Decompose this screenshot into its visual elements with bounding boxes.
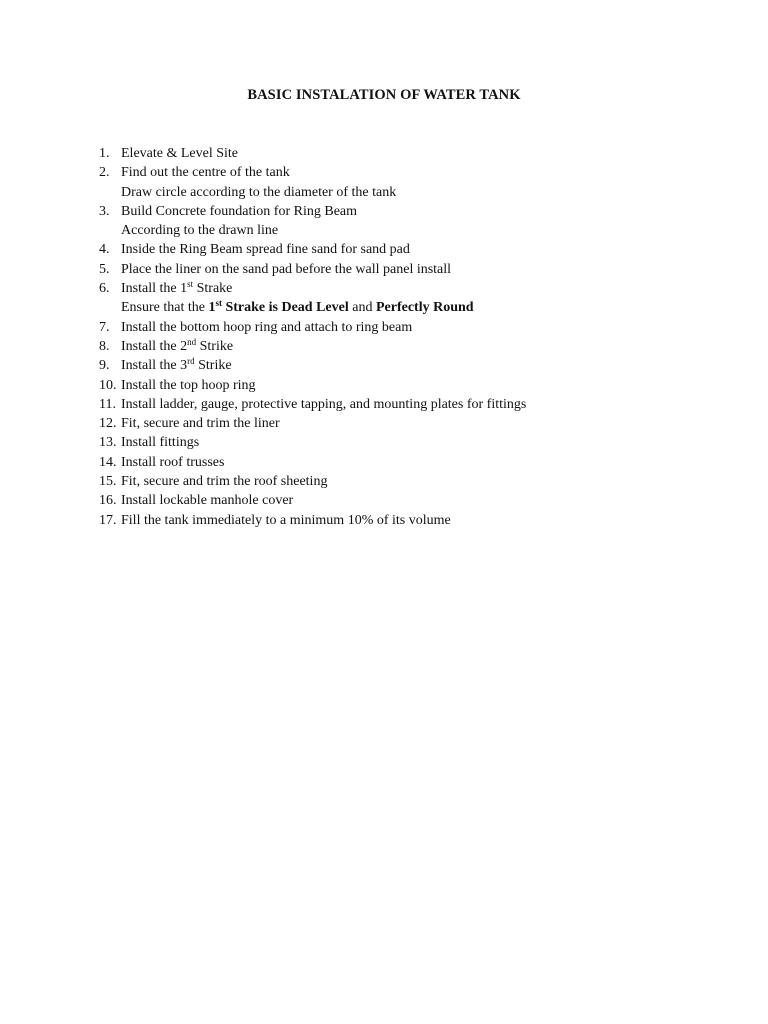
list-item xyxy=(99,163,719,182)
step-number: 10. xyxy=(99,377,117,393)
note-emphasis-1-num: 1 xyxy=(208,300,216,316)
step-note: According to the drawn line xyxy=(121,223,279,239)
step-number: 11. xyxy=(99,396,116,412)
step-text: Elevate & Level Site xyxy=(121,146,239,161)
list-item xyxy=(99,491,719,510)
step-text: Install lockable manhole cover xyxy=(121,493,294,509)
step-text-pre: Install the 1 xyxy=(121,281,188,297)
list-item xyxy=(99,414,719,433)
step-number: 7. xyxy=(99,319,110,335)
list-item-note xyxy=(99,298,719,317)
list-item xyxy=(99,395,719,414)
step-text: Fit, secure and trim the roof sheeting xyxy=(121,474,328,490)
list-item xyxy=(99,337,719,356)
ordinal-suffix: rd xyxy=(187,356,195,367)
step-number: 14. xyxy=(99,454,117,470)
step-text xyxy=(121,337,233,356)
step-number: 4. xyxy=(99,242,110,258)
step-number: 8. xyxy=(99,338,110,354)
step-number: 15. xyxy=(99,474,117,490)
step-number: 9. xyxy=(99,358,110,374)
step-text-post: Strake xyxy=(193,281,233,297)
list-item xyxy=(99,144,719,163)
note-emphasis-1-text: Strake is Dead Level xyxy=(221,300,349,316)
step-text: Install fittings xyxy=(121,435,200,451)
step-text: Install roof trusses xyxy=(121,454,225,470)
list-item xyxy=(99,279,719,298)
list-item xyxy=(99,433,719,452)
note-emphasis-2: Perfectly Round xyxy=(375,300,474,316)
list-item xyxy=(99,472,719,491)
list-item xyxy=(99,376,719,395)
step-text-post: Strike xyxy=(194,358,232,374)
step-note: Draw circle according to the diameter of the tank xyxy=(121,184,397,200)
step-text: Inside the Ring Beam spread fine sand for sand pad xyxy=(121,242,410,258)
list-item-note xyxy=(99,183,719,202)
step-text: Place the liner on the sand pad before the wall panel install xyxy=(121,261,452,277)
step-text: Build Concrete foundation for Ring Beam xyxy=(121,203,358,219)
step-text: Fit, secure and trim the liner xyxy=(121,416,280,432)
note-mid: and xyxy=(348,300,376,316)
list-item xyxy=(99,511,719,530)
note-emphasis-1 xyxy=(208,300,348,315)
step-number: 2. xyxy=(99,165,110,181)
step-text: Install ladder, gauge, protective tapping, and mounting plates for fittings xyxy=(121,396,527,412)
step-text: Install the top hoop ring xyxy=(121,377,256,393)
step-number: 12. xyxy=(99,416,117,432)
step-text-pre: Install the 3 xyxy=(121,358,188,374)
step-number: 3. xyxy=(99,203,110,219)
step-number: 17. xyxy=(99,512,117,528)
document-title: BASIC INSTALATION OF WATER TANK xyxy=(247,87,521,103)
step-note xyxy=(121,298,474,317)
step-number: 1. xyxy=(99,146,110,161)
step-text-pre: Install the 2 xyxy=(121,338,188,354)
step-number: 6. xyxy=(99,281,110,297)
list-item xyxy=(99,260,719,279)
step-number: 16. xyxy=(99,493,117,509)
list-item xyxy=(99,240,719,259)
step-text xyxy=(121,279,232,298)
list-item xyxy=(99,453,719,472)
step-number: 13. xyxy=(99,435,117,451)
ordinal-suffix: st xyxy=(187,279,194,290)
ordinal-suffix: st xyxy=(215,298,222,309)
list-item-note xyxy=(99,221,719,240)
list-item xyxy=(99,202,719,221)
step-text: Fill the tank immediately to a minimum 10% of its volume xyxy=(121,512,451,528)
note-pre: Ensure that the xyxy=(121,300,209,316)
step-text: Install the bottom hoop ring and attach to ring beam xyxy=(121,319,413,335)
list-item xyxy=(99,356,719,375)
list-item xyxy=(99,318,719,337)
ordinal-suffix: nd xyxy=(187,336,197,347)
step-text-post: Strike xyxy=(196,338,234,354)
steps-list xyxy=(99,144,719,530)
step-number: 5. xyxy=(99,261,110,277)
step-text xyxy=(121,356,232,375)
step-text: Find out the centre of the tank xyxy=(121,165,290,181)
